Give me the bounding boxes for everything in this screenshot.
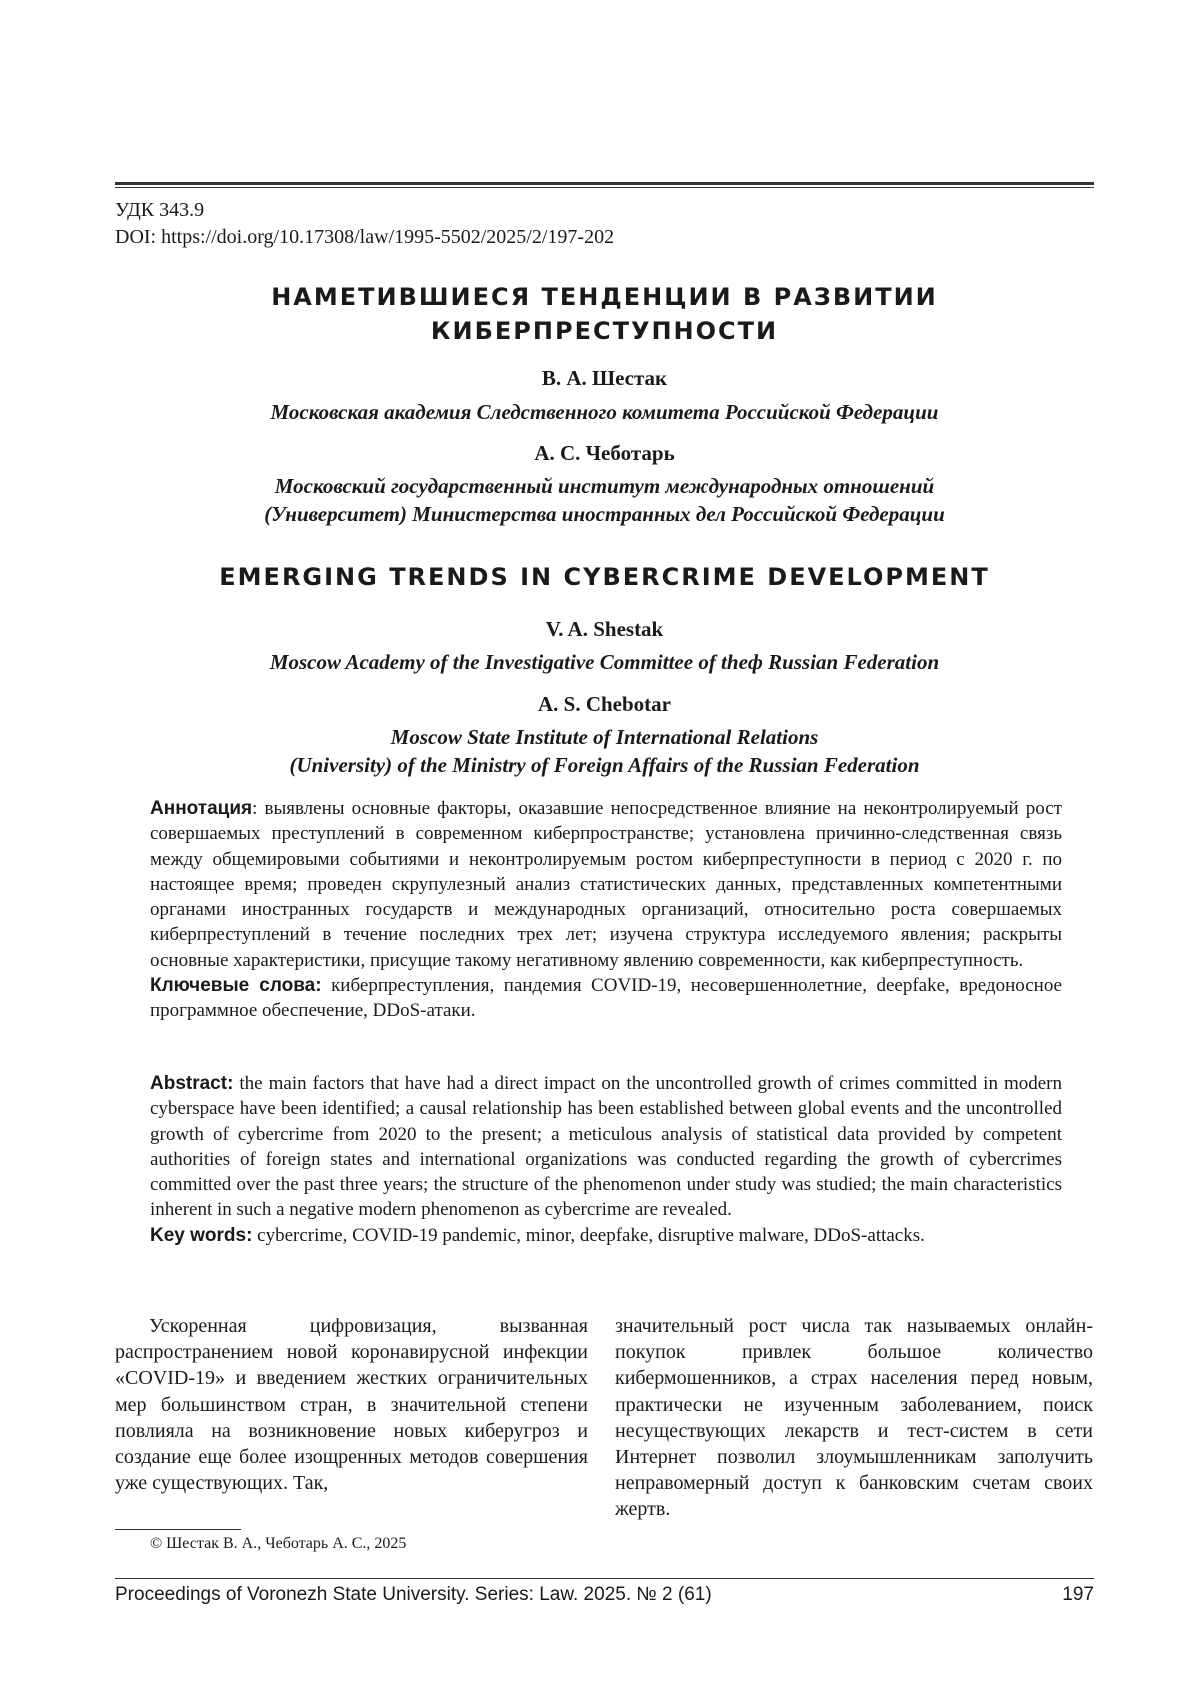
- keywords-ru-label: Ключевые слова:: [150, 975, 322, 996]
- abstract-ru: [150, 796, 1062, 1024]
- author-en-1: V. A. Shestak: [115, 617, 1094, 642]
- affiliation-ru-2-line1: Московский государственный институт международных отношений: [115, 472, 1094, 500]
- copyright-footnote: © Шестак В. А., Чеботарь А. С., 2025: [150, 1535, 406, 1553]
- body-column-right: значительный рост числа так называемых онлайн-покупок привлек большое количество кибермошенников, а страх населения перед новым, практически не изученным заболеванием, поиск несуществующих лекарств и тест-систем в сети Интернет позволил злоумышленникам заполучить неправомерный доступ к банковским счетам своих жертв.: [615, 1313, 1093, 1523]
- abstract-en: [150, 1071, 1062, 1248]
- author-ru-2: А. С. Чеботарь: [115, 441, 1094, 466]
- article-meta: [115, 197, 614, 251]
- affiliation-en-2-line2: (University) of the Ministry of Foreign Affairs of the Russian Federation: [115, 751, 1094, 779]
- author-en-2: A. S. Chebotar: [115, 692, 1094, 717]
- affiliation-ru-2: [115, 472, 1094, 528]
- affiliation-en-2: [115, 723, 1094, 779]
- keywords-en-label: Key words:: [150, 1225, 252, 1246]
- keywords-en-list: cybercrime, COVID-19 pandemic, minor, deepfake, disruptive malware, DDoS-attacks.: [252, 1225, 924, 1246]
- abstract-en-body: the main factors that have had a direct impact on the uncontrolled growth of crimes committed in modern cyberspace have been identified; a causal relationship has been established between global events and the uncontrolled growth of cybercrime from 2020 to the present; a meticulous analysis of statistical data provided by competent authorities of foreign states and international organizations was conducted regarding the growth of cybercrimes committed over the past three years; the structure of the phenomenon under study was studied; the main characteristics inherent in such a negative modern phenomenon as cybercrime are revealed.: [150, 1073, 1062, 1220]
- affiliation-en-1: Moscow Academy of the Investigative Committee of theф Russian Federation: [115, 648, 1094, 676]
- page-number: 197: [1062, 1584, 1094, 1606]
- abstract-ru-label: Аннотация: [150, 798, 252, 819]
- author-ru-1: В. А. Шестак: [115, 366, 1094, 391]
- keywords-ru-list: киберпреступления, пандемия COVID-19, несовершеннолетние, deepfake, вредоносное программное обеспечение, DDoS-атаки.: [150, 975, 1062, 1021]
- doi-link[interactable]: DOI: https://doi.org/10.17308/law/1995-5502/2025/2/197-202: [115, 224, 614, 251]
- abstract-en-text: [150, 1071, 1062, 1223]
- title-ru: [115, 280, 1094, 348]
- abstract-ru-text: [150, 796, 1062, 973]
- title-ru-line2: КИБЕРПРЕСТУПНОСТИ: [115, 314, 1094, 348]
- title-ru-line1: НАМЕТИВШИЕСЯ ТЕНДЕНЦИИ В РАЗВИТИИ: [115, 280, 1094, 314]
- body-column-left: Ускоренная цифровизация, вызванная распространением новой коронавирусной инфекции «COVID-19» и введением жестких ограничительных мер большинством стран, в значительной степени повлияла на возникновение новых киберугроз и создание еще более изощренных методов совершения уже существующих. Так,: [115, 1313, 588, 1496]
- footer-rule: [115, 1578, 1094, 1579]
- affiliation-ru-1: Московская академия Следственного комитета Российской Федерации: [115, 398, 1094, 426]
- keywords-en: [150, 1223, 1062, 1248]
- article-page: [0, 0, 1200, 1697]
- affiliation-ru-2-line2: (Университет) Министерства иностранных дел Российской Федерации: [115, 500, 1094, 528]
- affiliation-en-2-line1: Moscow State Institute of International Relations: [115, 723, 1094, 751]
- top-rule-thin: [115, 187, 1094, 188]
- abstract-en-label: Abstract:: [150, 1073, 233, 1094]
- top-rule: [115, 182, 1094, 185]
- keywords-ru: [150, 973, 1062, 1024]
- footnote-rule: [115, 1529, 241, 1530]
- abstract-ru-body: : выявлены основные факторы, оказавшие непосредственное влияние на неконтролируемый рост совершаемых преступлений в современном киберпространстве; установлена причинно-следственная связь между общемировыми событиями и неконтролируемым ростом киберпреступности в период с 2020 г. по настоящее время; проведен скрупулезный анализ статистических данных, представленных компетентными органами иностранных государств и международных организаций, относительно роста совершаемых киберпреступлений в течение последних трех лет; изучена структура исследуемого явления; раскрыты основные характеристики, присущие такому негативному явлению современности, как киберпреступность.: [150, 798, 1062, 971]
- journal-citation: Proceedings of Voronezh State University. Series: Law. 2025. № 2 (61): [115, 1584, 712, 1606]
- udk-code: УДК 343.9: [115, 197, 614, 224]
- title-en: EMERGING TRENDS IN CYBERCRIME DEVELOPMENT: [115, 563, 1094, 591]
